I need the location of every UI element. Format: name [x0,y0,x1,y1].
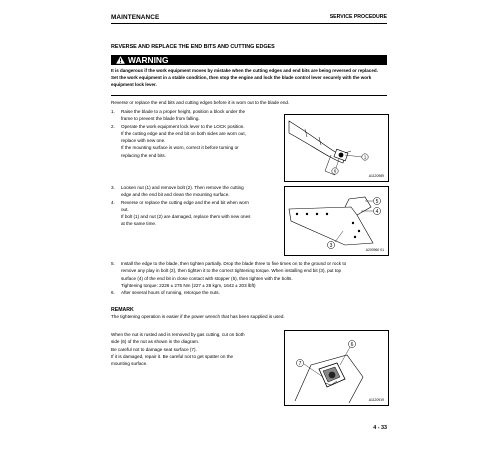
header-rule [111,23,387,24]
step-item [111,184,279,199]
remark-line: When the nut is rusted and is removed by gas cutting, cut on both [111,332,245,337]
figure-code: A1120989 [368,174,384,178]
section-title: REVERSE AND REPLACE THE END BITS AND CUTTING EDGES [111,44,275,50]
step-line: Loosen nut (1) and remove bolt (2). Then remove the cutting [121,185,244,190]
step-item [111,260,387,289]
step-number: 2. [111,123,115,129]
callout-label: 1 [363,154,367,160]
step-line: edge and the end bit and clean the mounting surface. [121,192,230,198]
step-line: remove any play in bolt (2), then tighten it to the correct tightening torque. When installing end bit (3), put top [121,268,342,274]
step-item [111,199,279,228]
steps-group-c [111,260,387,296]
page-header [111,14,387,26]
step-line: Install the edge to the blade, then tighten partially. Drop the blade three to five times on to the ground or rock to [121,261,347,266]
step-line: frame to prevent the blade from falling. [121,116,200,122]
cutting-edge-illustration [285,187,388,255]
warning-label: WARNING [128,55,169,65]
figure-code: A200960 01 [365,248,384,252]
figure-blade-block [284,114,389,182]
step-item [111,108,279,123]
step-line: replace with new one. [121,138,166,144]
warning-rule [111,95,387,96]
remark-line: side (6) of the nut as shown in the diagram. [111,339,200,345]
callout-label: 6 [350,341,354,348]
remark-paragraph [111,331,279,367]
step-line: If bolt (1) and nut (2) are damaged, replace them with new ones [121,214,251,220]
step-item [111,123,279,159]
step-line: Tightening torque: 2226 ± 275 Nm (227 ± 28 kgm, 1642 ± 203 lbft) [121,282,256,288]
step-line: If the mounting surface is worn, correct it before turning or [121,145,239,151]
remark-heading: REMARK [111,307,134,313]
step-line: Operate the work equipment lock lever to the LOCK position. [121,123,245,129]
step-number: 1. [111,109,115,114]
warning-triangle-icon [116,56,125,64]
figure-cutting-edge [284,186,389,256]
callout-label: 6 [333,168,337,174]
step-number: 6. [111,290,115,296]
step-line: Raise the blade to a proper height, position a block under the [121,109,246,114]
step-line: Reverse or replace the cutting edge and the end bit when worn [121,199,249,205]
figure-nut-cutting [284,330,389,406]
step-line: surface (4) of the end bit in close contact with stopper (5), then tighten with the bolts. [121,275,293,281]
step-number: 5. [111,261,115,266]
step-line: After several hours of running, retorque the nuts. [121,290,220,296]
remark-line: mounting surface. [111,361,148,367]
warning-text [111,67,387,88]
step-line: If the cutting edge and the end bit on both sides are worn out, [121,130,246,136]
intro-text: Reverse or replace the end bits and cutting edges before it is worn out to the blade end. [111,100,290,105]
header-chapter: SERVICE PROCEDURE [329,14,387,20]
step-line: at the same time. [121,221,157,227]
callout-label: 5 [375,198,379,205]
step-item [111,289,387,296]
warning-line: Set the work equipment in a stable condition, then stop the engine and lock the blade control lever securely with the work [111,75,372,81]
figure-code: A1120919 [368,398,384,402]
header-section: MAINTENANCE [111,14,160,21]
callout-label: 3 [329,242,333,249]
step-number: 3. [111,185,115,190]
steps-group-b [111,184,279,228]
blade-block-illustration [285,115,388,181]
page-number: 4 - 33 [373,425,387,431]
warning-line: equipment lock lever. [111,82,157,88]
step-number: 4. [111,199,115,205]
step-line: replacing the end bits. [121,152,166,158]
nut-cutting-illustration [285,331,388,405]
callout-label: 7 [298,360,302,367]
warning-line: It is dangerous if the work equipment moves by mistake when the cutting edges and end bits are being reversed or replaced. [111,68,378,73]
callout-label: 4 [375,208,379,215]
step-line: out. [121,206,129,212]
remark-line: Be careful not to damage seat surface (7). [111,346,197,352]
steps-group-a [111,108,279,159]
remark-line: If it is damaged, repair it. Be careful not to get spatter on the [111,353,234,359]
remark-text: The tightening operation is easier if the power wrench that has been supplied is used. [111,314,285,319]
